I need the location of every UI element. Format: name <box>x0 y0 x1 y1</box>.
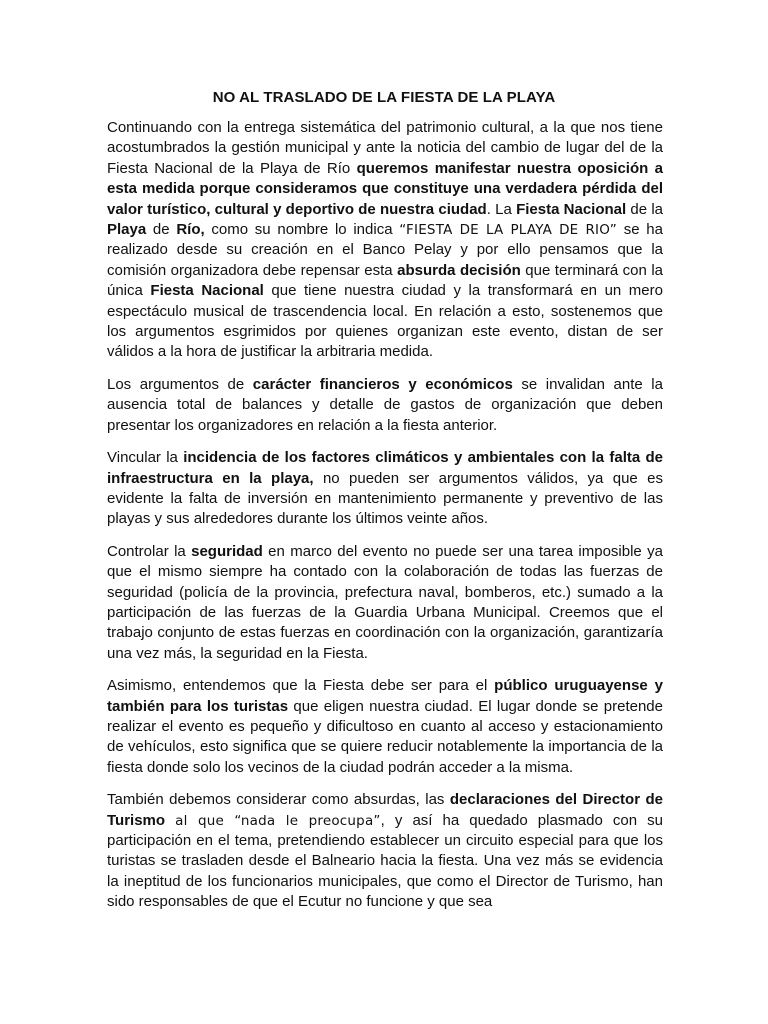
bold-text: absurda decisión <box>397 261 521 279</box>
body-text-run: Controlar la <box>107 542 192 560</box>
bold-text: Fiesta Nacional <box>150 282 264 300</box>
paragraph <box>107 542 663 664</box>
bold-text: incidencia de los factores climáticos y ambientales con la falta de infraestructura en la playa, <box>107 449 664 487</box>
body-text-run: no pueden ser argumentos válidos, ya que es evidente la falta de inversión en mantenimiento permanente y preventivo de las playas y sus alrededores durante los últimos veinte años. <box>107 469 663 528</box>
bold-text: seguridad <box>191 542 263 560</box>
bold-text: Fiesta Nacional <box>516 200 627 218</box>
body-text-run: de la <box>626 200 664 218</box>
body-text-run: . La <box>486 200 517 218</box>
body-text-run: Continuando con la entrega sistemática del patrimonio cultural, a la que nos tiene acostumbrados la gestión municipal y ante la noticia del cambio de lugar del de la Fiesta Nacional de la Playa de Río <box>107 119 663 177</box>
paragraph <box>107 790 663 912</box>
body-text-run: de <box>146 221 177 239</box>
body-text-run: que tiene nuestra ciudad y la transformará en un mero espectáculo musical de trascendencia local. En relación a esto, sostenemos que los argumentos esgrimidos por quienes organizan este evento, distan de ser válidos a la hora de justificar la arbitraria medida. <box>107 282 663 361</box>
body-text-run: Los argumentos de <box>107 375 253 393</box>
bold-text: público uruguayense y también para los turistas <box>107 677 663 715</box>
body-text-run: Asimismo, entendemos que la Fiesta debe ser para el <box>107 677 495 695</box>
body-text-run: se invalidan ante la ausencia total de balances y detalle de gastos de organización que deben presentar los organizadores en relación a la fiesta anterior. <box>107 375 663 434</box>
paragraph <box>107 448 663 530</box>
body-text-run: se ha realizado desde su creación en el Banco Pelay y por ello pensamos que la comisión organizadora debe repensar esta <box>107 221 663 279</box>
body-text-run: como su nombre lo indica <box>204 221 400 239</box>
body-text-run: Vincular la <box>107 449 184 467</box>
paragraph <box>107 118 663 363</box>
bold-text: queremos manifestar nuestra oposición a esta medida porque consideramos que constituye una verdadera pérdida del valor turístico, cultural y deportivo de nuestra ciudad <box>107 159 663 218</box>
body-text-run <box>165 812 175 829</box>
body-text-run: que eligen nuestra ciudad. El lugar donde se pretende realizar el evento es pequeño y dificultoso en cuanto al acceso y estacionamiento de vehículos, esto significa que se quiere reducir notablemente la importancia de la fiesta donde solo los vecinos de la ciudad podrán acceder a la misma. <box>107 697 663 776</box>
body-text-run: que terminará con la única <box>107 261 663 300</box>
quoted-text: “FIESTA DE LA PLAYA DE RIO” <box>399 222 618 239</box>
bold-text: carácter financieros y económicos <box>252 375 513 393</box>
bold-text: declaraciones del Director de Turismo <box>107 791 663 829</box>
body-text-run: También debemos considerar como absurdas, las <box>107 791 450 809</box>
paragraph <box>107 375 663 436</box>
bold-text: Río, <box>176 221 205 239</box>
bold-text: Playa <box>107 221 147 239</box>
document-title: NO AL TRASLADO DE LA FIESTA DE LA PLAYA <box>212 89 556 106</box>
quoted-text: al que “nada le preocupa” <box>175 812 381 829</box>
paragraph <box>107 676 663 778</box>
document-body <box>107 118 663 925</box>
body-text-run: , y así ha quedado plasmado con su participación en el tema, pretendiendo establecer un circuito especial para que los turistas se trasladen desde el Balneario hacia la fiesta. Una vez más se evidencia la ineptitud de los funcionarios municipales, que como el Director de Turismo, han sido responsables de que el Ecutur no funcione y que sea <box>107 811 664 911</box>
body-text-run: en marco del evento no puede ser una tarea imposible ya que el mismo siempre ha contado con la colaboración de todas las fuerzas de seguridad (policía de la provincia, prefectura naval, bomberos, etc.) sumado a la participación de las fuerzas de la Guardia Urbana Municipal. Creemos que el trabajo conjunto de estas fuerzas en coordinación con la organización, garantizaría una vez más, la seguridad en la Fiesta. <box>107 542 663 662</box>
